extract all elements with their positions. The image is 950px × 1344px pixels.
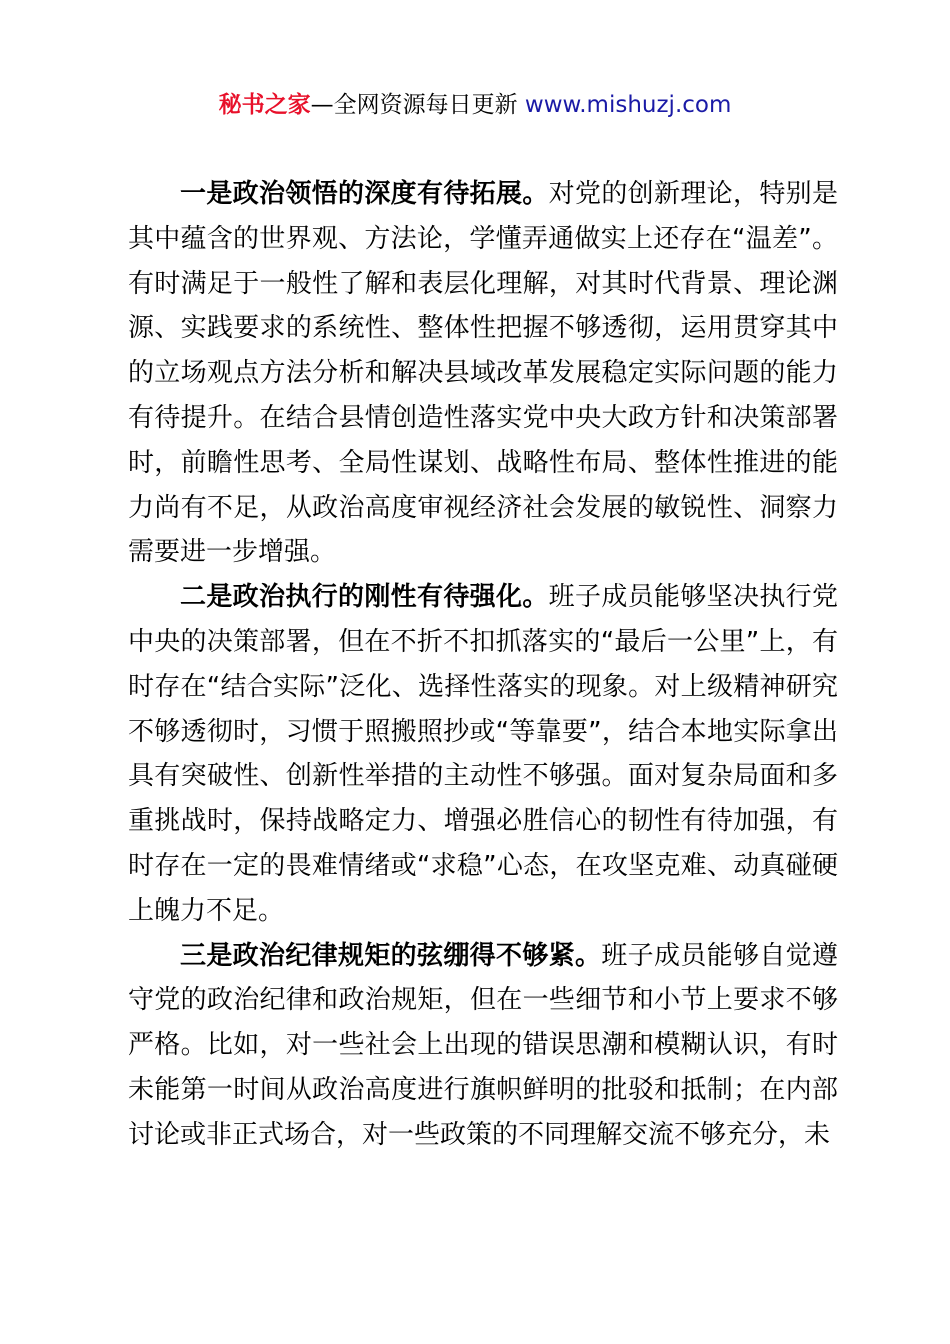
- site-brand: 秘书之家: [218, 92, 311, 118]
- paragraph-text: 班子成员能够坚决执行党中央的决策部署，但在不折不扣抓落实的“最后一公里”上，有时存在“结合实际”泛化、选择性落实的现象。对上级精神研究不够透彻时，习惯于照搬照抄或“等靠要”，结合本地实际拿出具有突破性、创新性举措的主动性不够强。面对复杂局面和多重挑战时，保持战略定力、增强必胜信心的韧性有待加强，有时存在一定的畏难情绪或“求稳”心态，在攻坚克难、动真碰硬上魄力不足。: [128, 582, 838, 926]
- paragraph-lead: 三是政治纪律规矩的弦绷得不够紧。: [180, 940, 602, 971]
- site-tagline: —全网资源每日更新: [310, 92, 525, 118]
- paragraph-lead: 二是政治执行的刚性有待强化。: [180, 582, 549, 613]
- paragraph-text: 对党的创新理论，特别是其中蕴含的世界观、方法论，学懂弄通做实上还存在“温差”。有时满足于一般性了解和表层化理解，对其时代背景、理论渊源、实践要求的系统性、整体性把握不够透彻，运用贯穿其中的立场观点方法分析和解决县域改革发展稳定实际问题的能力有待提升。在结合县情创造性落实党中央大政方针和决策部署时，前瞻性思考、全局性谋划、战略性布局、整体性推进的能力尚有不足，从政治高度审视经济社会发展的敏锐性、洞察力需要进一步增强。: [128, 179, 838, 568]
- document-body: [128, 172, 838, 1158]
- site-header: [0, 88, 950, 122]
- paragraph-text: 班子成员能够自觉遵守党的政治纪律和政治规矩，但在一些细节和小节上要求不够严格。比如，对一些社会上出现的错误思潮和模糊认识，有时未能第一时间从政治高度进行旗帜鲜明的批驳和抵制；在内部讨论或非正式场合，对一些政策的不同理解交流不够充分，未: [128, 940, 838, 1150]
- paragraph-3: [128, 934, 838, 1158]
- paragraph-1: [128, 172, 838, 575]
- site-url-link[interactable]: www.mishuzj.com: [524, 92, 732, 118]
- paragraph-2: [128, 575, 838, 933]
- paragraph-lead: 一是政治领悟的深度有待拓展。: [180, 179, 549, 209]
